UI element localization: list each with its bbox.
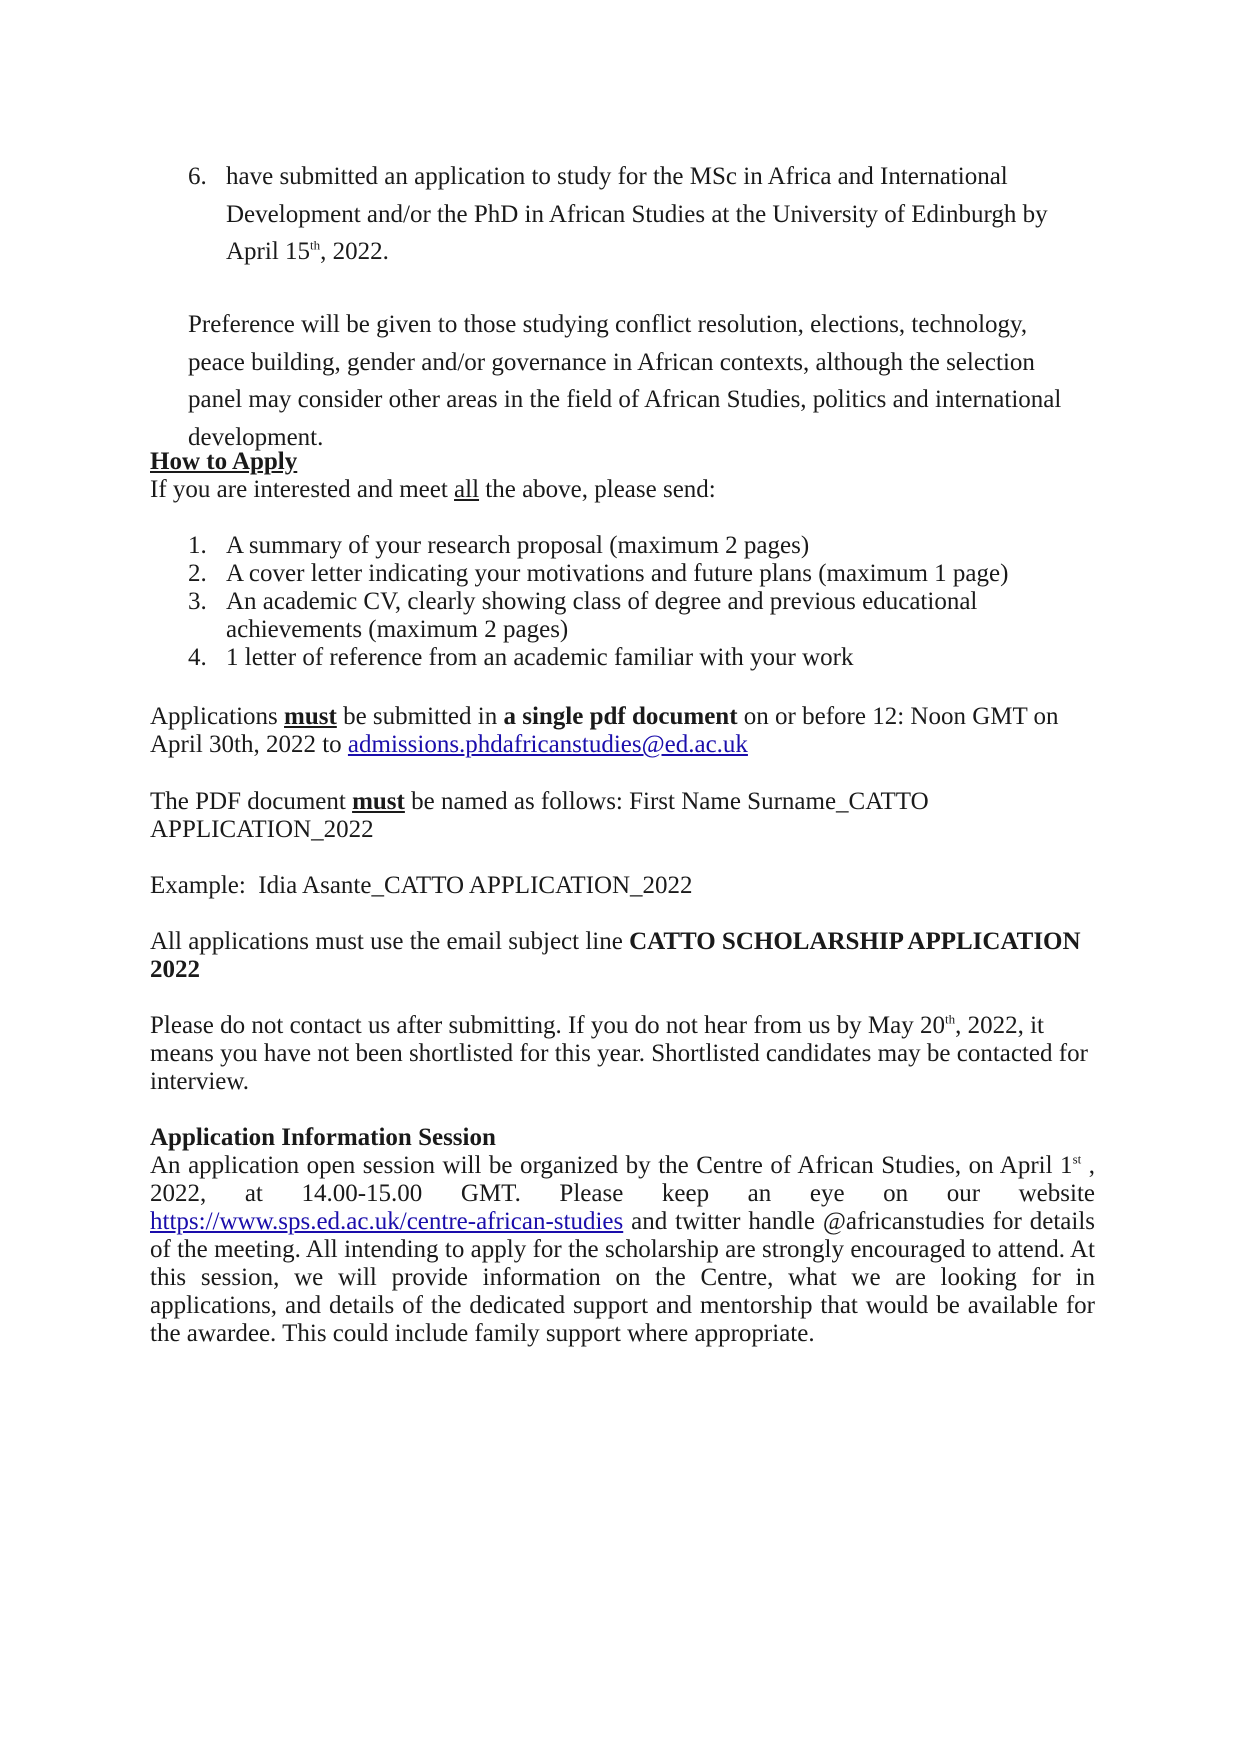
website-link[interactable]: https://www.sps.ed.ac.uk/centre-african-studies <box>150 1208 624 1235</box>
subject-line-instructions: All applications must use the email subject line CATTO SCHOLARSHIP APPLICATION 2022 <box>150 928 1081 983</box>
information-session-paragraph: An application open session will be organized by the Centre of African Studies, on April 1st , 2022, at 14.00-15.00 GMT. Please keep an eye on our website https://www.sps.ed.ac.uk/centre-african-studies and twitter handle @africanstudies for details of the meeting. All intending to apply for the scholarship are strongly encouraged to attend. At this session, we will provide information on the Centre, what we are looking for in applications, and details of the dedicated support and mentorship that would be available for the awardee. This could include family support where appropriate. <box>150 1151 1096 1347</box>
list-item: 3. An academic CV, clearly showing class of degree and previous educational achievements (maximum 2 pages) <box>188 588 978 643</box>
pdf-naming-instructions: The PDF document must be named as follows: First Name Surname_CATTO APPLICATION_2022 <box>150 788 929 843</box>
application-requirements-list <box>188 532 1098 672</box>
list-item: 4. 1 letter of reference from an academic familiar with your work <box>188 644 854 671</box>
list-item: 2. A cover letter indicating your motivations and future plans (maximum 1 page) <box>188 560 1009 587</box>
item-number: 6. <box>188 163 207 190</box>
list-item: 1. A summary of your research proposal (maximum 2 pages) <box>188 532 810 559</box>
naming-example: Example: Idia Asante_CATTO APPLICATION_2022 <box>150 872 693 899</box>
admissions-email-link[interactable]: admissions.phdafricanstudies@ed.ac.uk <box>347 731 748 758</box>
preference-paragraph: Preference will be given to those studying conflict resolution, elections, technology, peace building, gender and/or governance in African contexts, although the selection panel may consider other areas in the field of African Studies, politics and international development. <box>188 311 1062 451</box>
information-session-heading: Application Information Session <box>150 1124 496 1151</box>
how-to-apply-intro: If you are interested and meet all the above, please send: <box>150 476 716 503</box>
submission-instructions: Applications must be submitted in a single pdf document on or before 12: Noon GMT on April 30th, 2022 to admissions.phdafricanstudies@ed.ac.uk <box>150 703 1059 758</box>
how-to-apply-heading: How to Apply <box>150 448 298 475</box>
contact-notice: Please do not contact us after submitting. If you do not hear from us by May 20th, 2022, it means you have not been shortlisted for this year. Shortlisted candidates may be contacted for interview. <box>150 1011 1088 1095</box>
item-text: have submitted an application to study for the MSc in Africa and International Development and/or the PhD in African Studies at the University of Edinburgh by April 15th, 2022. <box>226 163 1048 265</box>
